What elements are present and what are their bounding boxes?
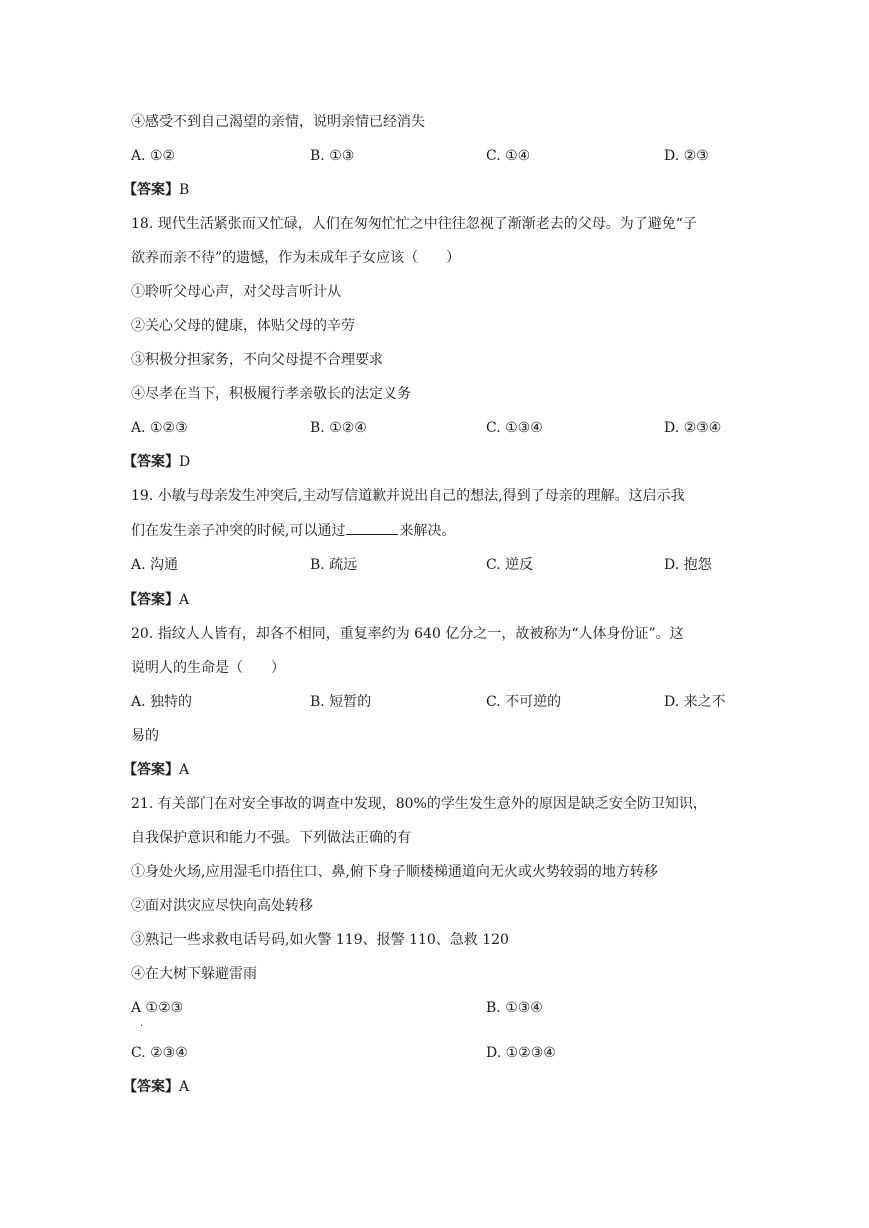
q19-option-c: C. 逆反 [486, 557, 534, 573]
answer-label: 【答案】 [123, 592, 179, 608]
answer-value: D [179, 454, 191, 470]
q21-answer [123, 1077, 189, 1097]
answer-value: A [179, 762, 190, 778]
answer-value: A [179, 592, 190, 608]
q19-stem-line-2 [131, 520, 455, 541]
q20-option-d-wrap: 易的 [131, 728, 159, 744]
q17-option-a: A. ①② [131, 148, 176, 164]
answer-value: A [179, 1079, 190, 1095]
q20-option-b: B. 短暂的 [310, 694, 372, 710]
q17-option-b: B. ①③ [310, 148, 355, 164]
q20-option-a: A. 独特的 [131, 694, 193, 710]
q20-option-d: D. 来之不 [664, 694, 726, 710]
q19-option-d: D. 抱怨 [664, 557, 712, 573]
q18-option-b: B. ①②④ [310, 420, 367, 436]
answer-value: B [179, 182, 190, 198]
q20-stem-line-2: 说明人的生命是（ ） [131, 660, 285, 676]
q21-option-b: B. ①③④ [486, 1000, 543, 1016]
q18-item-4: ④尽孝在当下，积极履行孝亲敬长的法定义务 [131, 386, 411, 402]
q21-stem-line-2: 自我保护意识和能力不强。下列做法正确的有 [131, 830, 411, 846]
q19-option-b: B. 疏远 [310, 557, 358, 573]
fill-in-blank [346, 520, 398, 535]
q21-item-2: ②面对洪灾应尽快向高处转移 [131, 898, 313, 914]
answer-label: 【答案】 [123, 762, 179, 778]
q17-option-d: D. ②③ [664, 148, 709, 164]
q18-answer [123, 452, 190, 472]
q17-option-c: C. ①④ [486, 148, 531, 164]
q18-stem-line-1: 18. 现代生活紧张而又忙碌，人们在匆匆忙忙之中往往忽视了渐渐老去的父母。为了避免“子 [131, 216, 697, 232]
q19-stem-pre: 们在发生亲子冲突的时候,可以通过 [131, 523, 346, 539]
q17-item-4: ④感受不到自己渴望的亲情，说明亲情已经消失 [131, 114, 425, 130]
q19-stem-post: 来解决。 [399, 523, 456, 539]
q19-answer [123, 590, 189, 610]
q21-item-4: ④在大树下躲避雷雨 [131, 966, 257, 982]
q21-stem-line-1: 21. 有关部门在对安全事故的调查中发现，80%的学生发生意外的原因是缺乏安全防卫知识， [131, 796, 707, 812]
q20-option-c: C. 不可逆的 [486, 694, 562, 710]
stray-dot: · [140, 1021, 144, 1032]
q18-item-3: ③积极分担家务，不向父母提不合理要求 [131, 352, 383, 368]
q17-answer [123, 180, 189, 200]
q18-item-1: ①聆听父母心声，对父母言听计从 [131, 284, 341, 300]
answer-label: 【答案】 [123, 1079, 179, 1095]
q21-item-1: ①身处火场,应用湿毛巾捂住口、鼻,俯下身子顺楼梯通道向无火或火势较弱的地方转移 [131, 864, 658, 880]
q18-option-a: A. ①②③ [131, 420, 188, 436]
answer-label: 【答案】 [123, 182, 179, 198]
q18-stem-line-2: 欲养而亲不待”的遗憾，作为未成年子女应该（ ） [131, 250, 461, 266]
q18-option-d: D. ②③④ [664, 420, 722, 436]
q21-option-c: C. ②③④ [131, 1045, 188, 1061]
answer-label: 【答案】 [123, 454, 179, 470]
q21-item-3: ③熟记一些求救电话号码,如火警 119、报警 110、急救 120 [131, 932, 509, 948]
q18-option-c: C. ①③④ [486, 420, 543, 436]
q19-option-a: A. 沟通 [131, 557, 179, 573]
q21-option-d: D. ①②③④ [486, 1045, 556, 1061]
q19-stem-line-1: 19. 小敏与母亲发生冲突后,主动写信道歉并说出自己的想法,得到了母亲的理解。这启示我 [131, 488, 685, 504]
q20-answer [123, 760, 189, 780]
q20-stem-line-1: 20. 指纹人人皆有，却各不相同，重复率约为 640 亿分之一，故被称为“人体身份证”。这 [131, 626, 684, 642]
q21-option-a: A ①②③ [131, 1000, 184, 1016]
q18-item-2: ②关心父母的健康，体贴父母的辛劳 [131, 318, 355, 334]
